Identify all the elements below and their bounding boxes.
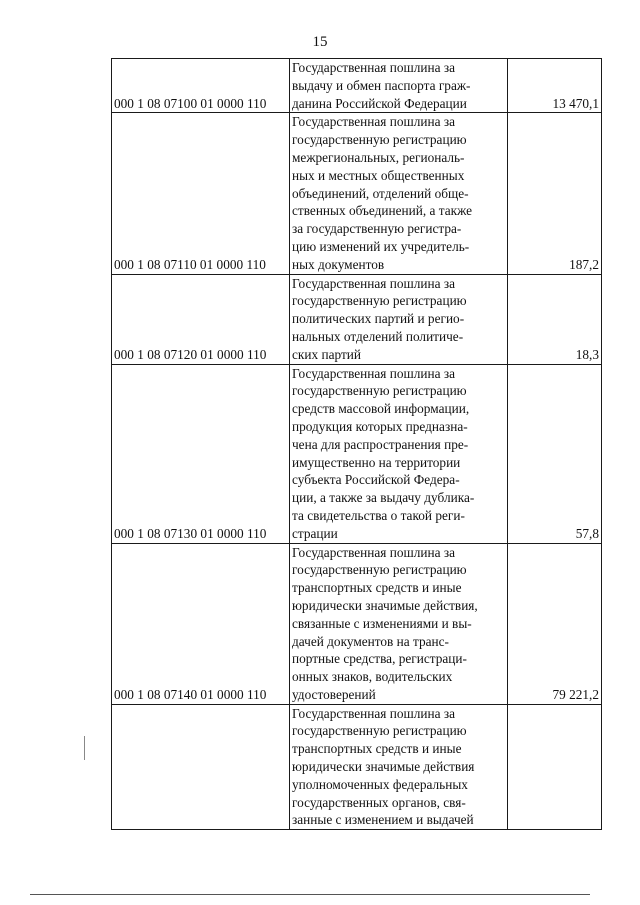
description-cell: [290, 59, 508, 113]
description-line: Государственная пошлина за: [292, 365, 455, 381]
description-line: государственных органов, свя-: [292, 794, 466, 810]
description-line: транспортных средств и иные: [292, 580, 462, 596]
table-row: [112, 274, 602, 364]
description-line: ных документов: [292, 256, 385, 272]
description-line: государственную регистрацию: [292, 293, 467, 309]
description-cell: [290, 543, 508, 704]
page-number: 15: [312, 34, 328, 50]
description-line: средств массовой информации,: [292, 401, 470, 417]
description-line: ских партий: [292, 346, 361, 362]
description-line: транспортных средств и иные: [292, 741, 462, 757]
description-line: политических партий и регио-: [292, 311, 465, 327]
description-line: Государственная пошлина за: [292, 275, 455, 291]
description-cell: [290, 704, 508, 830]
description-line: нальных отделений политиче-: [292, 328, 464, 344]
budget-code-cell: 000 1 08 07130 01 0000 110: [112, 364, 290, 543]
budget-code-cell: 000 1 08 07110 01 0000 110: [112, 113, 290, 274]
description-line: объединений, отделений обще-: [292, 185, 469, 201]
table-row: [112, 543, 602, 704]
description-line: данина Российской Федерации: [292, 95, 467, 111]
description-line: связанные с изменениями и вы-: [292, 615, 472, 631]
description-line: имущественно на территории: [292, 454, 461, 470]
description-line: портные средства, регистраци-: [292, 651, 467, 667]
description-line: дачей документов на транс-: [292, 633, 449, 649]
description-line: ных и местных общественных: [292, 167, 465, 183]
description-line: продукция которых предназна-: [292, 418, 468, 434]
description-cell: [290, 113, 508, 274]
description-line: уполномоченных федеральных: [292, 776, 468, 792]
amount-cell: 13 470,1: [508, 59, 602, 113]
description-line: та свидетельства о такой реги-: [292, 507, 465, 523]
description-line: государственную регистрацию: [292, 132, 467, 148]
amount-cell: [508, 704, 602, 830]
amount-cell: 187,2: [508, 113, 602, 274]
budget-code-cell: 000 1 08 07100 01 0000 110: [112, 59, 290, 113]
description-line: ции, а также за выдачу дублика-: [292, 490, 475, 506]
description-line: юридически значимые действия: [292, 759, 475, 775]
description-line: чена для распространения пре-: [292, 436, 469, 452]
description-line: страции: [292, 525, 338, 541]
description-line: за государственную регистра-: [292, 221, 462, 237]
description-line: цию изменений их учредитель-: [292, 238, 470, 254]
description-line: Государственная пошлина за: [292, 705, 455, 721]
description-line: Государственная пошлина за: [292, 60, 455, 75]
description-line: субъекта Российской Федера-: [292, 472, 460, 488]
amount-cell: 57,8: [508, 364, 602, 543]
description-line: государственную регистрацию: [292, 383, 467, 399]
description-line: государственную регистрацию: [292, 562, 467, 578]
description-line: онных знаков, водительских: [292, 669, 453, 685]
description-line: Государственная пошлина за: [292, 114, 455, 130]
description-line: выдачу и обмен паспорта граж-: [292, 77, 471, 93]
scan-artifact-left-mark: [84, 736, 85, 760]
description-cell: [290, 364, 508, 543]
table-body: [112, 59, 602, 830]
description-line: юридически значимые действия,: [292, 597, 478, 613]
budget-code-cell: [112, 704, 290, 830]
budget-code-cell: 000 1 08 07120 01 0000 110: [112, 274, 290, 364]
description-line: занные с изменением и выдачей: [292, 812, 474, 828]
description-cell: [290, 274, 508, 364]
table-row: [112, 59, 602, 113]
table-row: [112, 704, 602, 830]
description-line: межрегиональных, региональ-: [292, 149, 465, 165]
amount-cell: 79 221,2: [508, 543, 602, 704]
amount-cell: 18,3: [508, 274, 602, 364]
description-line: Государственная пошлина за: [292, 544, 455, 560]
description-line: государственную регистрацию: [292, 723, 467, 739]
table-row: [112, 113, 602, 274]
description-line: ственных объединений, а также: [292, 203, 473, 219]
budget-revenue-table: [111, 58, 602, 830]
budget-code-cell: 000 1 08 07140 01 0000 110: [112, 543, 290, 704]
description-line: удостоверений: [292, 686, 376, 702]
table-row: [112, 364, 602, 543]
scan-artifact-bottom-line: [30, 894, 590, 895]
